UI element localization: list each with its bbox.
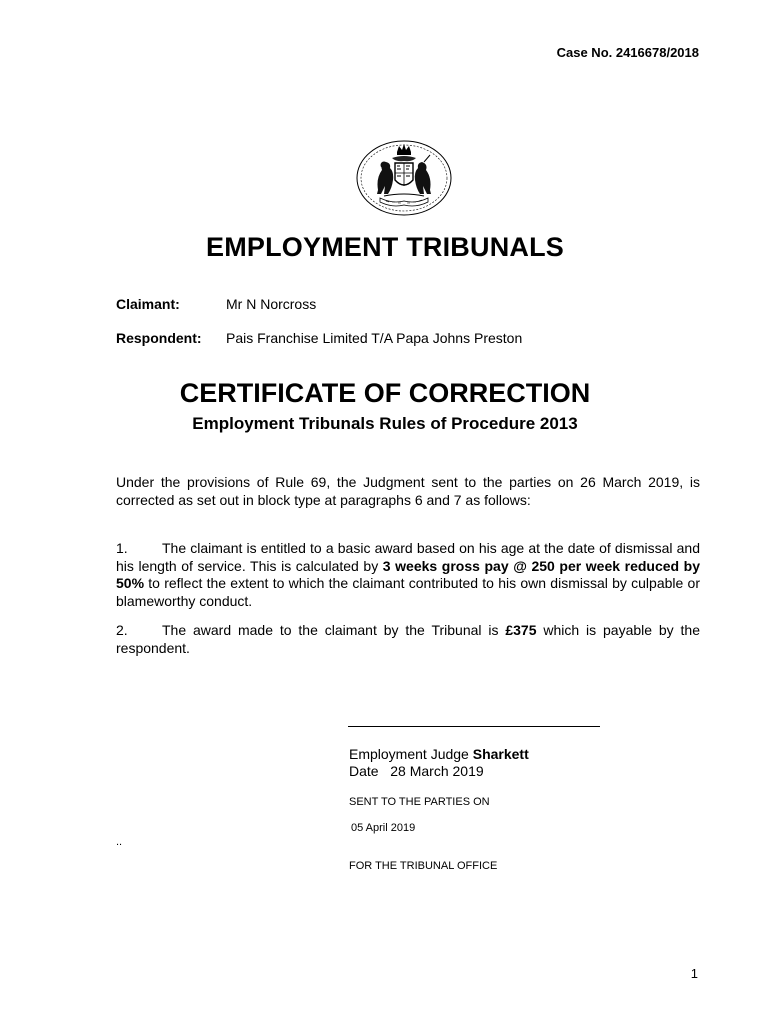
claimant-value: Mr N Norcross	[226, 296, 317, 312]
paragraph-1	[116, 540, 700, 610]
tribunal-office-label: FOR THE TRIBUNAL OFFICE	[349, 860, 498, 872]
intro-paragraph: Under the provisions of Rule 69, the Judgment sent to the parties on 26 March 2019, is corrected as set out in block type at paragraphs 6 and 7 as follows:	[116, 474, 700, 508]
certificate-subtitle: Employment Tribunals Rules of Procedure 2013	[192, 414, 578, 433]
paragraph-2	[116, 622, 700, 657]
date-label: Date	[349, 763, 379, 779]
sent-to-parties-label: SENT TO THE PARTIES ON	[349, 796, 490, 808]
case-number: Case No. 2416678/2018	[556, 45, 699, 60]
paragraph-text: The award made to the claimant by the Tribunal is	[162, 622, 506, 638]
paragraph-number: 2.	[116, 622, 128, 638]
royal-coat-of-arms-icon	[354, 138, 454, 218]
signature-line	[348, 726, 600, 727]
sent-date: 05 April 2019	[351, 822, 416, 834]
dots-marker: ..	[116, 836, 123, 848]
judgment-date-line	[349, 763, 529, 780]
paragraph-bold-text: £375	[505, 622, 537, 638]
certificate-title: CERTIFICATE OF CORRECTION	[179, 378, 591, 408]
judge-signature-block	[349, 746, 529, 780]
judge-name: Sharkett	[472, 746, 529, 762]
paragraph-text: The claimant is entitled to a basic award based on his age at the date of dismissal and his length of service. This is calculated by	[116, 540, 700, 574]
paragraph-bold-text: 3 weeks gross pay @ 250 per week reduced by 50%	[116, 557, 701, 591]
judge-prefix: Employment Judge	[349, 746, 473, 762]
date-value: 28 March 2019	[390, 763, 484, 779]
paragraph-text: which is payable by the respondent.	[116, 622, 701, 656]
respondent-value: Pais Franchise Limited T/A Papa Johns Preston	[226, 330, 523, 346]
paragraph-text: to reflect the extent to which the claimant contributed to his own dismissal by culpable or blameworthy conduct.	[116, 575, 700, 609]
paragraph-number: 1.	[116, 540, 128, 556]
claimant-label: Claimant:	[116, 296, 180, 312]
tribunal-title: EMPLOYMENT TRIBUNALS	[206, 232, 564, 262]
judge-name-line	[349, 746, 529, 763]
page-number: 1	[690, 966, 698, 981]
respondent-label: Respondent:	[116, 330, 202, 346]
